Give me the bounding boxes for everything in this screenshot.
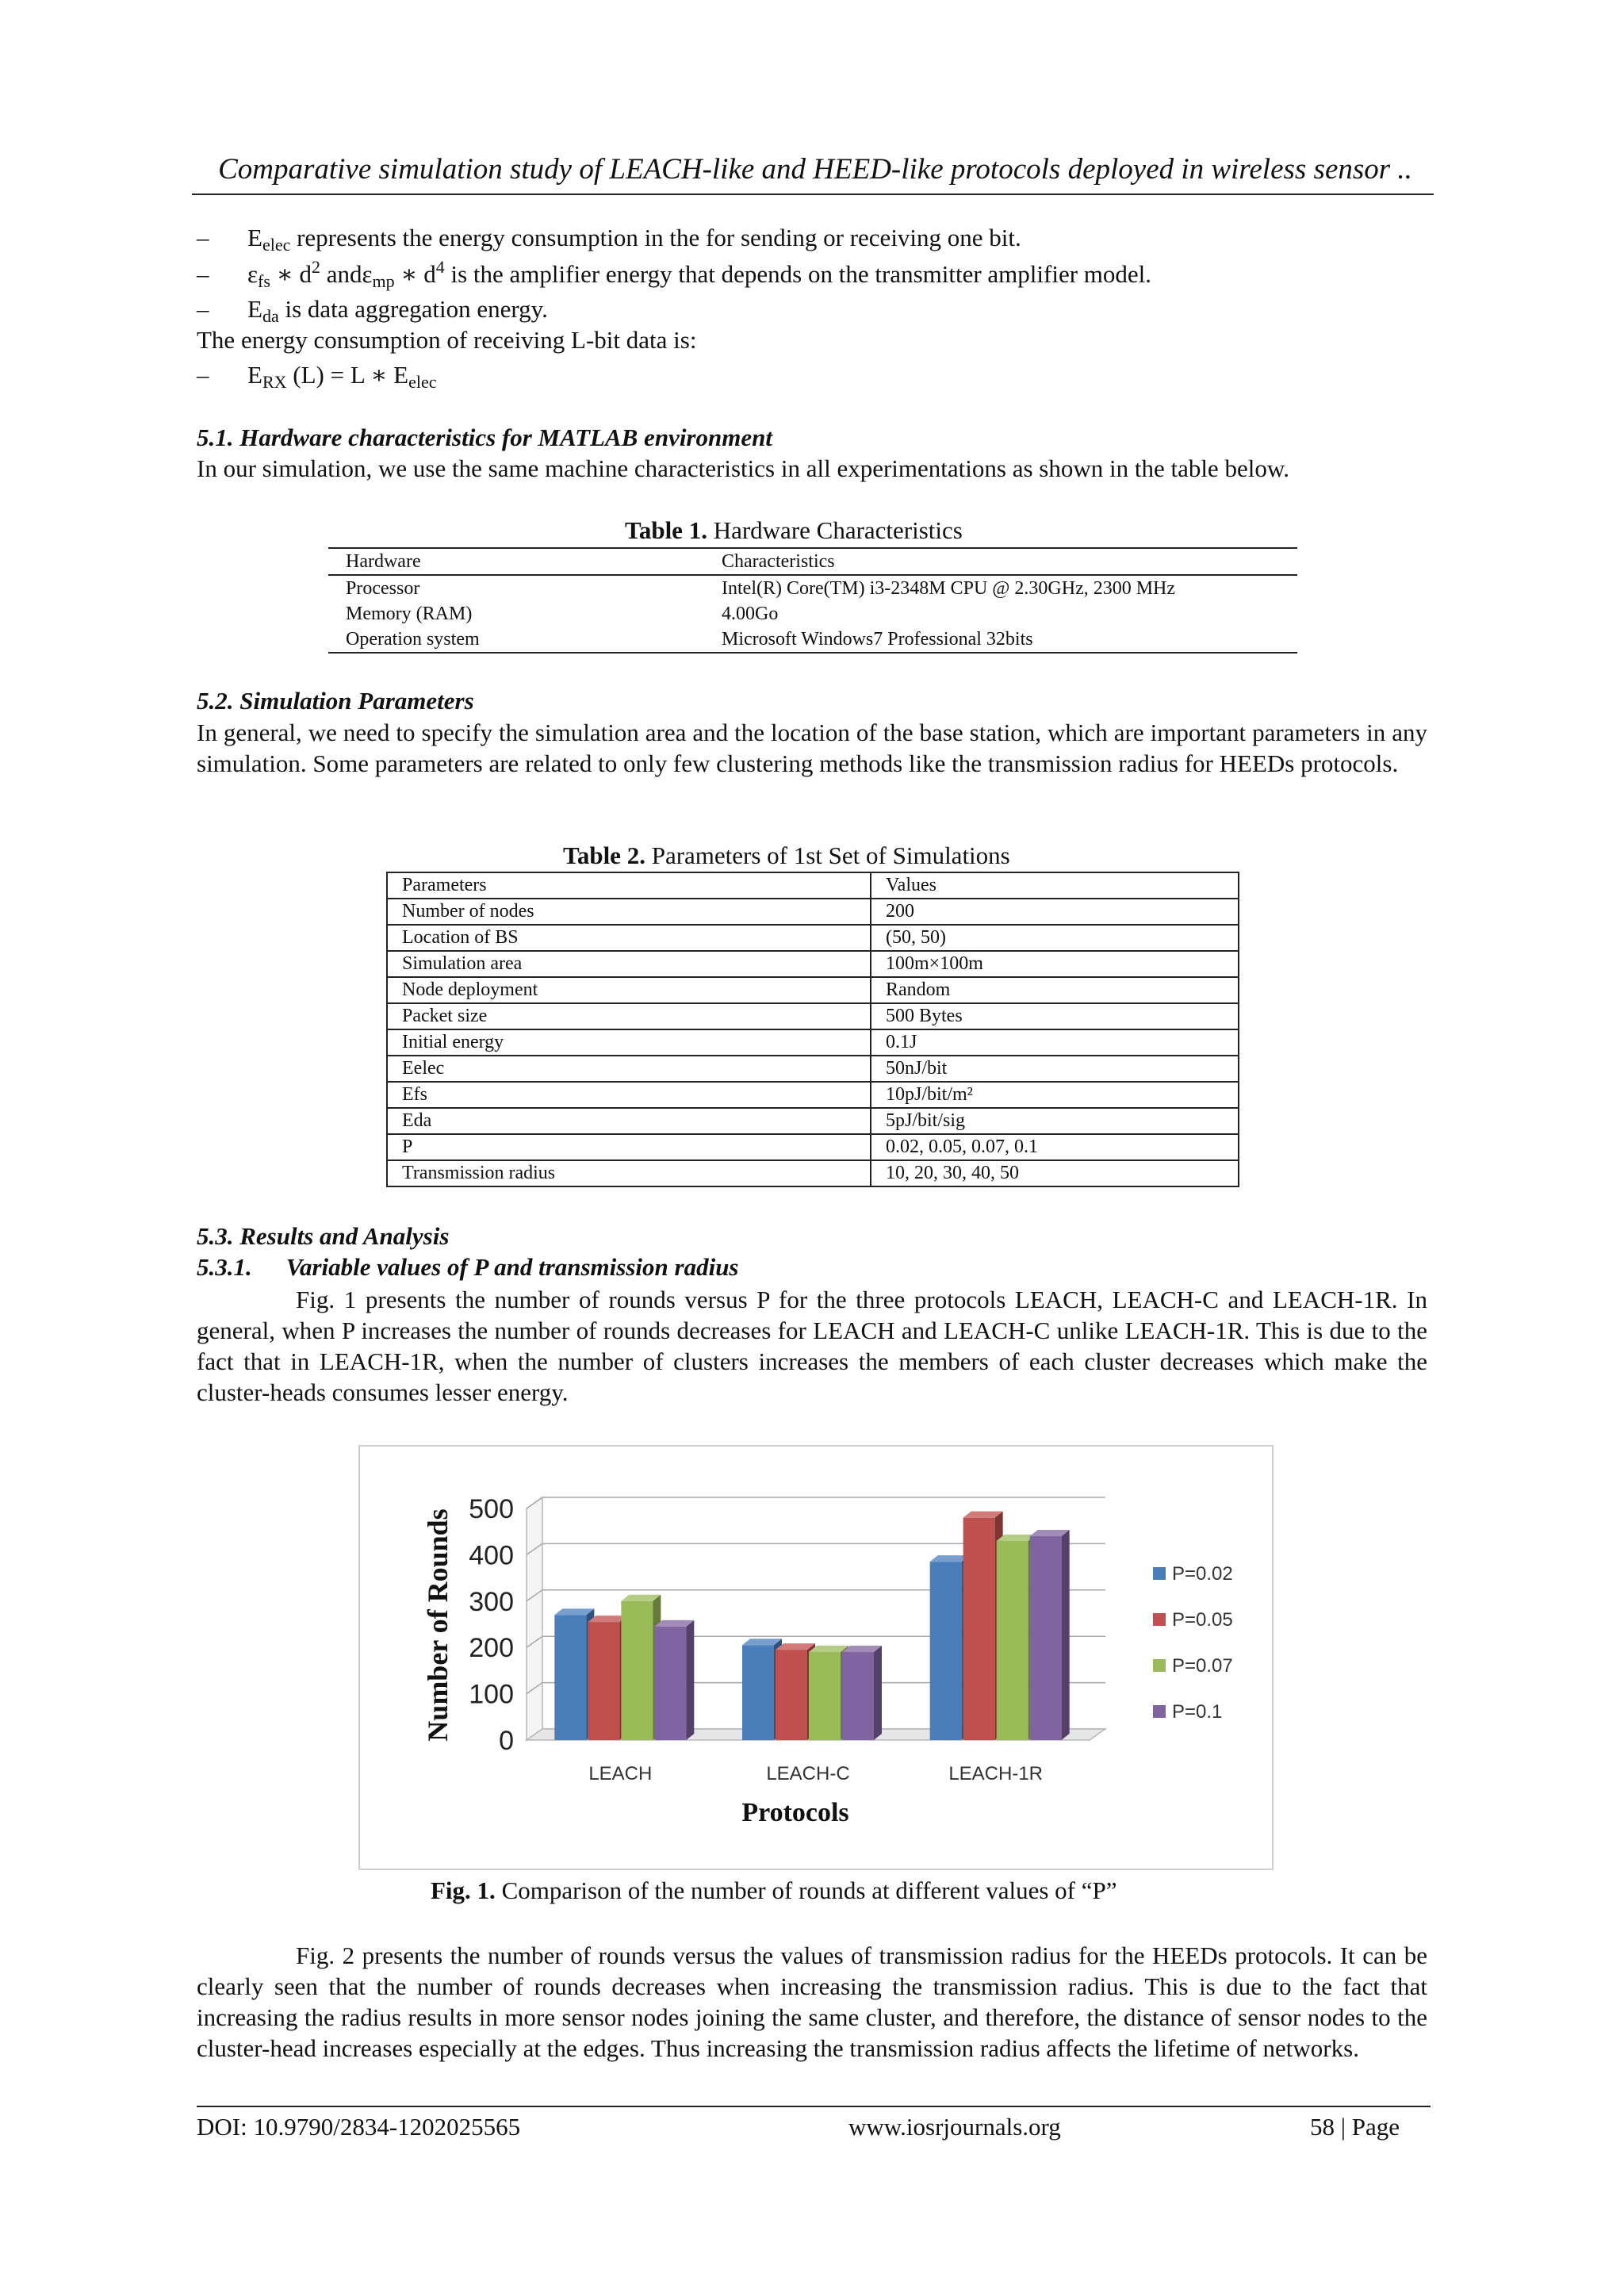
bar bbox=[842, 1646, 882, 1740]
table1-header-cell: Hardware bbox=[346, 551, 421, 572]
bar bbox=[1030, 1530, 1070, 1740]
subsection-5-3-1-title: 5.3.1. Variable values of P and transmission radius bbox=[197, 1253, 739, 1281]
table-row bbox=[387, 925, 1239, 951]
table-cell: Microsoft Windows7 Professional 32bits bbox=[722, 629, 1033, 650]
table-cell: Number of nodes bbox=[387, 899, 871, 925]
table-row bbox=[328, 601, 1297, 627]
chart-xlabel: Protocols bbox=[741, 1798, 849, 1827]
bar-side bbox=[874, 1646, 882, 1740]
table-row bbox=[387, 1108, 1239, 1134]
chart-xticks bbox=[588, 1763, 1043, 1784]
table-cell: Efs bbox=[387, 1082, 871, 1108]
results-paragraph-1: Fig. 1 presents the number of rounds versus P for the three protocols LEACH, LEACH-C and LEACH-1R. In general, when P increases the number of rounds decreases for LEACH and LEACH-C unlike LEACH-1R. This is due to the fact that in LEACH-1R, when the number of clusters increases the members of each cluster decreases which make the cluster-heads consumes lesser energy. bbox=[197, 1286, 1427, 1406]
x-tick-label: LEACH bbox=[588, 1763, 653, 1784]
bar-front bbox=[809, 1652, 841, 1740]
table-row bbox=[387, 1029, 1239, 1056]
chart-ylabel: Number of Rounds bbox=[422, 1508, 454, 1742]
figure1-caption: Fig. 1. Comparison of the number of rounds at different values of “P” bbox=[431, 1876, 1117, 1904]
table-cell: 5pJ/bit/sig bbox=[871, 1108, 1239, 1134]
bar-front bbox=[1030, 1536, 1062, 1740]
table-row bbox=[387, 1082, 1239, 1108]
table-cell: Simulation area bbox=[387, 951, 871, 977]
y-tick-label: 0 bbox=[499, 1726, 514, 1756]
legend-swatch bbox=[1153, 1705, 1166, 1718]
table-cell: Random bbox=[871, 977, 1239, 1003]
bar bbox=[654, 1620, 694, 1740]
table2-header-cell: Parameters bbox=[387, 872, 871, 899]
table-cell: 10pJ/bit/m² bbox=[871, 1082, 1239, 1108]
section-5-1-title: 5.1. Hardware characteristics for MATLAB environment bbox=[197, 424, 772, 451]
bullet-amplifier: – $\varepsilon_{fs}$ ∗ $d^2$ andε$_{mp}$ ∗ $d^4$ is the amplifier energy that depends on the transmitter amplifier model. bbox=[197, 257, 1152, 291]
bar-front bbox=[842, 1652, 874, 1740]
table-row bbox=[387, 1056, 1239, 1082]
table-row bbox=[387, 1134, 1239, 1160]
table-cell: 100m×100m bbox=[871, 951, 1239, 977]
table1 bbox=[328, 547, 1297, 654]
bar-front bbox=[554, 1615, 586, 1740]
y-tick-label: 500 bbox=[469, 1494, 514, 1524]
bullet-erx: – $E_{RX}$ (L) = L ∗ $E_{elec}$ bbox=[197, 361, 437, 392]
bullet-eelec: – $E_{elec}$ represents the energy consumption in the for sending or receiving one bit. bbox=[197, 224, 1021, 255]
y-tick-label: 300 bbox=[469, 1586, 514, 1617]
legend-swatch bbox=[1153, 1613, 1166, 1626]
legend-label: P=0.1 bbox=[1172, 1701, 1223, 1723]
gridline bbox=[527, 1497, 1105, 1508]
table-row bbox=[387, 977, 1239, 1003]
table-cell: 0.1J bbox=[871, 1029, 1239, 1056]
table-row bbox=[387, 1003, 1239, 1029]
table-cell: Location of BS bbox=[387, 925, 871, 951]
footer-doi: DOI: 10.9790/2834-1202025565 bbox=[197, 2113, 521, 2141]
table-cell: Memory (RAM) bbox=[346, 604, 473, 624]
legend-swatch bbox=[1153, 1659, 1166, 1672]
table-cell: 10, 20, 30, 40, 50 bbox=[871, 1160, 1239, 1186]
table2-header-cell: Values bbox=[871, 872, 1239, 899]
table-cell: Intel(R) Core(TM) i3-2348M CPU @ 2.30GHz, 2300 MHz bbox=[722, 578, 1176, 599]
table-cell: Operation system bbox=[346, 629, 480, 650]
table2 bbox=[386, 872, 1239, 1187]
table-cell: 200 bbox=[871, 899, 1239, 925]
table-cell: P bbox=[387, 1134, 871, 1160]
chart-yticks bbox=[469, 1494, 514, 1756]
table1-header-cell: Characteristics bbox=[722, 551, 835, 572]
table-cell: Processor bbox=[346, 578, 420, 599]
table-row bbox=[387, 951, 1239, 977]
table-cell: 4.00Go bbox=[722, 604, 779, 624]
table-cell: 0.02, 0.05, 0.07, 0.1 bbox=[871, 1134, 1239, 1160]
section-5-2-text: In general, we need to specify the simulation area and the location of the base station, which are important parameters in any simulation. Some parameters are related to only few clustering methods like the transmission radius for HEEDs protocols. bbox=[197, 719, 1427, 777]
x-tick-label: LEACH-C bbox=[766, 1763, 850, 1784]
table2-header-row bbox=[387, 872, 1239, 899]
legend-swatch bbox=[1153, 1567, 1166, 1580]
x-tick-label: LEACH-1R bbox=[948, 1763, 1044, 1784]
table-cell: Node deployment bbox=[387, 977, 871, 1003]
section-5-3-title: 5.3. Results and Analysis bbox=[197, 1222, 450, 1250]
legend-label: P=0.02 bbox=[1172, 1563, 1233, 1585]
table-row bbox=[387, 1160, 1239, 1186]
table1-header-row bbox=[328, 549, 1297, 575]
bullet-eda: – $E_{da}$ is data aggregation energy. bbox=[197, 295, 548, 326]
figure1-frame bbox=[358, 1445, 1274, 1870]
footer-site: www.iosrjournals.org bbox=[848, 2113, 1061, 2141]
y-tick-label: 200 bbox=[469, 1633, 514, 1664]
bar-front bbox=[963, 1518, 995, 1740]
header-rule bbox=[192, 194, 1434, 195]
bar-front bbox=[930, 1562, 962, 1740]
table-row bbox=[387, 899, 1239, 925]
chart-side-wall bbox=[527, 1497, 542, 1740]
table2-caption: Table 2. Parameters of 1st Set of Simulations bbox=[563, 841, 1010, 869]
bar-front bbox=[742, 1645, 774, 1740]
table-row bbox=[328, 627, 1297, 652]
bar-side bbox=[686, 1620, 694, 1740]
chart-bars bbox=[554, 1512, 1069, 1740]
table-cell: Transmission radius bbox=[387, 1160, 871, 1186]
table-cell: (50, 50) bbox=[871, 925, 1239, 951]
bar-front bbox=[997, 1541, 1028, 1740]
section-5-2-title: 5.2. Simulation Parameters bbox=[197, 687, 474, 715]
bar-front bbox=[654, 1627, 686, 1740]
table-cell: 50nJ/bit bbox=[871, 1056, 1239, 1082]
legend-label: P=0.07 bbox=[1172, 1655, 1233, 1677]
bar-front bbox=[621, 1601, 653, 1740]
footer-page: 58 | Page bbox=[1310, 2113, 1400, 2141]
table-row bbox=[328, 575, 1297, 601]
bar-front bbox=[776, 1650, 807, 1740]
chart-legend bbox=[1153, 1563, 1233, 1723]
table-cell: Initial energy bbox=[387, 1029, 871, 1056]
table-cell: 500 Bytes bbox=[871, 1003, 1239, 1029]
table-cell: Eda bbox=[387, 1108, 871, 1134]
legend-label: P=0.05 bbox=[1172, 1609, 1233, 1631]
section-5-1-text: In our simulation, we use the same machine characteristics in all experimentations as shown in the table below. bbox=[197, 454, 1289, 482]
running-header: Comparative simulation study of LEACH-like and HEED-like protocols deployed in wireless sensor .. bbox=[218, 153, 1412, 186]
y-tick-label: 400 bbox=[469, 1540, 514, 1571]
receive-intro: The energy consumption of receiving L-bit data is: bbox=[197, 326, 697, 354]
figure1-chart bbox=[360, 1447, 1272, 1869]
y-tick-label: 100 bbox=[469, 1679, 514, 1710]
results-paragraph-2: Fig. 2 presents the number of rounds versus the values of transmission radius for the HEEDs protocols. It can be clearly seen that the number of rounds decreases when increasing the transmission radius. This is due to the fact that increasing the radius results in more sensor nodes joining the same cluster, and therefore, the distance of sensor nodes to the cluster-head increases especially at the edges. Thus increasing the transmission radius affects the lifetime of networks. bbox=[197, 1941, 1427, 2062]
table-cell: Packet size bbox=[387, 1003, 871, 1029]
footer-rule bbox=[197, 2106, 1431, 2107]
bar-front bbox=[588, 1622, 619, 1740]
bar-side bbox=[1062, 1530, 1070, 1740]
table-cell: Eelec bbox=[387, 1056, 871, 1082]
table1-caption: Table 1. Hardware Characteristics bbox=[625, 516, 963, 544]
